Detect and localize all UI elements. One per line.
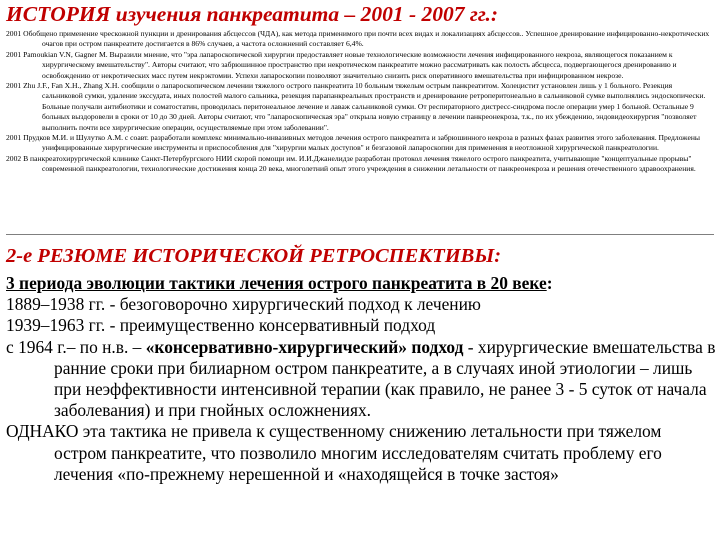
summary-title: 2-е РЕЗЮМЕ ИСТОРИЧЕСКОЙ РЕТРОСПЕКТИВЫ:	[6, 245, 502, 267]
periods-heading	[6, 273, 716, 294]
conclusion: ОДНАКО эта тактика не привела к существенному снижению летальности при тяжелом остром панкреатите, что позволило многим исследователям считать проблему его лечения «по-прежнему нерешенной и «находящейся в точке застоя»	[6, 421, 662, 484]
period-3-description: - хирургические вмешательства в ранние сроки при билиарном остром панкреатите, а в случаях иной этиологии – лишь при неэффективности интенсивной терапии (как правило, не ранее 3 - 5 суток от начала заболевания) и при гнойных осложнениях.	[54, 336, 716, 421]
history-entry-2: 2001 Pamoukian V.N, Gagner M. Выразили мнение, что "эра лапароскопической хирургии предоставляет новые технологические возможности лечения инфицированного некроза, являющегося показанием к хирургическому вмешательству". Авторы считают, что забрюшинное пространство при некротическом панкреатите можно рассматривать как полость абсцесса, подвергающегося дренированию и освобождению от некротических масс путем некрэктомии. Успехи лапароскопии позволяют значительно снизить риск оперативного вмешательства при инфицированном некрозе.	[6, 49, 677, 80]
period-1: 1889–1938 гг. - безоговорочно хирургический подход к лечению	[6, 294, 481, 315]
summary-body	[6, 273, 716, 485]
history-entries	[6, 29, 714, 175]
period-3	[6, 337, 716, 422]
history-entry-5: 2002 В панкреатохирургической клинике Санкт-Петербургского НИИ скорой помощи им. И.И.Джанелидзе разработан протокол лечения тяжелого острого панкреатита, учитывающие "концептуальные прорывы" современной панкреатологии, технологические достижения конца 20 века, многолетний опыт этого учреждения в снижении летальности от панкреонекроза и решения отечественного здравоохранения.	[6, 153, 696, 174]
history-title: ИСТОРИЯ изучения панкреатита – 2001 - 2007 гг.:	[6, 2, 499, 26]
history-entry-3: 2001 Zhu J.F., Fan X.H., Zhang X.H. сообщили о лапароскопическом лечении тяжелого острого панкреатита 10 больным тяжелым острым панкреатитом. Холецистит установлен лишь у 1 больного. Резекция сальниковой сумки, удаление экссудата, иных полостей малого сальника, резекция парапанкреальных пространств и дренирование ретроперитонеально в сальниковой сумке выполнялись эндоскопически. Больные получали антибиотики и соматостатин, проводилась перитонеальное лечение и лаваж сальниковой сумки. От респираторного дистресс-синдрома после операции умер 1 больной. Остальные 9 больных выздоровели в сроки от 10 до 30 дней. Авторы считают, что "лапароскопическая эра" открыла новую страницу в лечении панкреонекроза, т.к., по их убеждению, эндовидеохирургия "позволяет выполнить почти все хирургические операции, осуществляемые при этом заболевании".	[6, 81, 706, 132]
period-3-start: с 1964 г.– по н.в. –	[6, 336, 146, 357]
period-2: 1939–1963 гг. - преимущественно консервативный подход	[6, 315, 436, 336]
history-entry-1: 2001 Обобщено применение чрескожной пункции и дренирования абсцессов (ЧДА), как метода применимого при почти всех видах и локализациях абсцессов.. Успешное дренирование инфицированно-некротических очагов при остром панкреатите достигается в 86% случаев, а частота осложнений составляет 6,4%.	[6, 29, 710, 49]
periods-heading-text: 3 периода эволюции тактики лечения острого панкреатита в 20 веке	[6, 273, 547, 293]
history-entry-4: 2001 Прудков М.И. и Шулутко А.М. с соавт. разработали комплекс минимально-инвазивных методов лечения острого панкреатита и забрюшинного некроза в разных фазах развития этого заболевания. Предложены унифицированные хирургические инструменты и приспособления для "хирургии малых доступов" и безгазовой лапароскопии для применения в неотложной хирургической панкреатологии.	[6, 133, 700, 153]
periods-heading-colon: :	[546, 273, 553, 293]
section-divider	[6, 234, 714, 235]
period-3-approach: «консервативно-хирургический» подход	[145, 336, 464, 357]
